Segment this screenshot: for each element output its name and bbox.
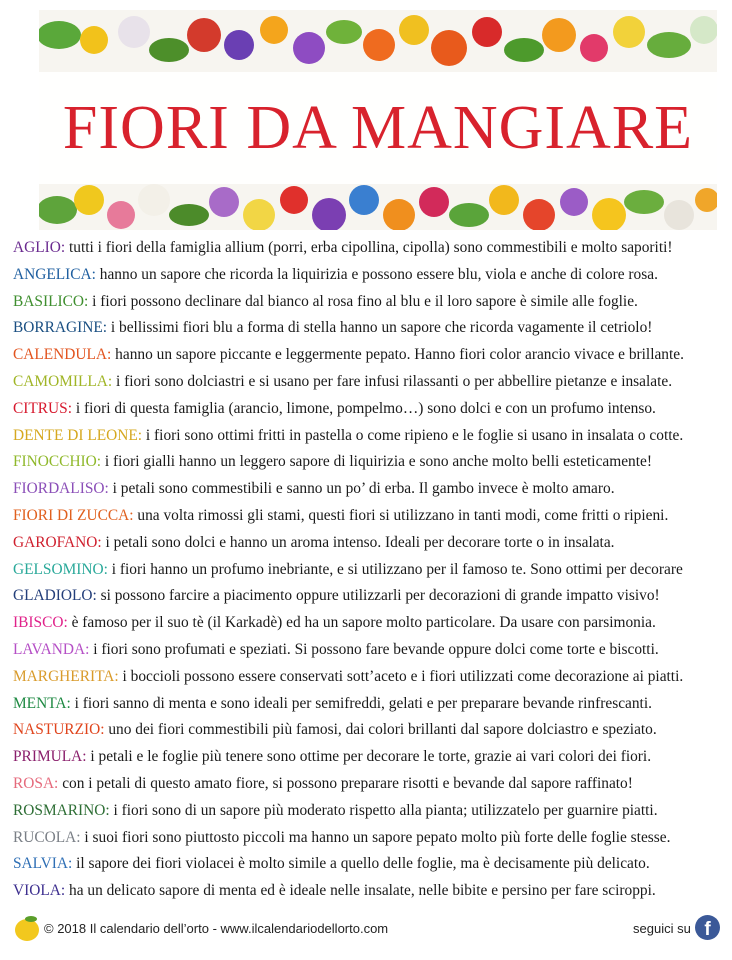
flower-row [13, 315, 725, 342]
flower-description: i fiori sono ottimi fritti in pastella o come ripieno e le foglie si usano in insalata o cotte. [142, 426, 684, 444]
flower-description: i fiori possono declinare dal bianco al rosa fino al blu e il loro sapore è simile alle foglie. [88, 292, 638, 310]
flower-description: tutti i fiori della famiglia allium (porri, erba cipollina, cipolla) sono commestibili e molto saporiti! [65, 239, 673, 256]
copyright-text: © 2018 Il calendario dell’orto - www.ilcalendariodellorto.com [44, 921, 389, 936]
flower-name: FIORDALISO: [13, 480, 109, 498]
flower-row [13, 503, 725, 530]
page-title: FIORI DA MANGIARE [62, 93, 694, 162]
flower-row [13, 637, 725, 664]
flower-name: CALENDULA: [13, 346, 112, 364]
flower-row [13, 235, 725, 262]
flower-name: DENTE DI LEONE: [13, 426, 143, 444]
flower-list [13, 235, 725, 905]
flower-description: con i petali di questo amato fiore, si possono preparare risotti e bevande dal sapore raffinato! [58, 774, 633, 792]
flower-row [13, 825, 725, 852]
flower-description: i petali sono commestibili e sanno un po’ di erba. Il gambo invece è molto amaro. [108, 480, 615, 498]
flower-description: i fiori sanno di menta e sono ideali per semifreddi, gelati e per preparare bevande rinfrescanti. [70, 694, 652, 712]
flower-description: i bellissimi fiori blu a forma di stella hanno un sapore che ricorda vagamente il cetriolo! [107, 319, 653, 337]
flower-description: si possono farcire a piacimento oppure utilizzarli per decorazioni di grande impatto visivo! [96, 587, 660, 605]
flower-description: una volta rimossi gli stami, questi fiori si utilizzano in tanti modi, come fritti o ripieni. [133, 506, 669, 524]
flower-row [13, 262, 725, 289]
flower-row [13, 878, 725, 905]
flower-row [13, 717, 725, 744]
flower-row [13, 583, 725, 610]
flower-description: i petali sono dolci e hanno un aroma intenso. Ideali per decorare torte o in insalata. [101, 533, 615, 551]
flower-name: GLADIOLO: [13, 587, 97, 605]
flower-row [13, 664, 725, 691]
flower-description: hanno un sapore piccante e leggermente pepato. Hanno fiori color arancio vivace e brillante. [111, 346, 684, 364]
flower-description: i fiori hanno un profumo inebriante, e si utilizzano per il famoso te. Sono ottimi per decorare [107, 560, 683, 578]
flower-name: FIORI DI ZUCCA: [13, 506, 134, 524]
lemon-icon [13, 913, 41, 943]
flower-description: i boccioli possono essere conservati sott’aceto e i fiori utilizzati come decorazione ai piatti. [118, 667, 684, 685]
flower-name: ROSA: [13, 774, 59, 792]
follow-us-label: seguici su [633, 921, 691, 936]
title-band [39, 72, 717, 184]
flower-row [13, 851, 725, 878]
flower-description: ha un delicato sapore di menta ed è ideale nelle insalate, nelle bibite e persino per fare sciroppi. [65, 882, 656, 900]
flower-description: i fiori sono profumati e speziati. Si possono fare bevande oppure dolci come torte e biscotti. [89, 640, 659, 658]
flower-name: GAROFANO: [13, 533, 102, 551]
header-banner [39, 10, 717, 230]
flower-row [13, 691, 725, 718]
flower-row [13, 530, 725, 557]
flower-description: uno dei fiori commestibili più famosi, dai colori brillanti dal sapore dolciastro e speziato. [104, 721, 657, 739]
flower-name: CITRUS: [13, 399, 73, 417]
flower-name: GELSOMINO: [13, 560, 108, 578]
flower-row [13, 369, 725, 396]
flower-name: ROSMARINO: [13, 801, 110, 819]
flower-row [13, 771, 725, 798]
flower-description: hanno un sapore che ricorda la liquirizia e possono essere blu, viola e anche di colore rosa. [95, 265, 658, 283]
flower-name: NASTURZIO: [13, 721, 105, 739]
flower-description: i fiori sono dolciastri e si usano per fare infusi rilassanti o per abbellire pietanze e insalate. [112, 372, 673, 390]
flower-row [13, 610, 725, 637]
flower-description: i petali e le foglie più tenere sono ottime per decorare le torte, grazie ai vari colori dei fiori. [86, 748, 652, 766]
flower-description: i fiori gialli hanno un leggero sapore di liquirizia e sono anche molto belli esteticamente! [101, 453, 652, 471]
flower-name: IBISCO: [13, 614, 68, 632]
flower-name: BORRAGINE: [13, 319, 108, 337]
flower-name: ANGELICA: [13, 265, 96, 283]
flower-name: CAMOMILLA: [13, 372, 113, 390]
flower-row [13, 396, 725, 423]
facebook-icon[interactable]: f [695, 915, 720, 940]
flower-name: AGLIO: [13, 239, 66, 256]
flower-row [13, 798, 725, 825]
flower-name: FINOCCHIO: [13, 453, 102, 471]
flower-row [13, 342, 725, 369]
flower-row [13, 557, 725, 584]
flower-description: è famoso per il suo tè (il Karkadè) ed ha un sapore molto particolare. Da usare con parsimonia. [67, 614, 656, 632]
footer [0, 905, 732, 955]
flower-row [13, 476, 725, 503]
flower-name: SALVIA: [13, 855, 73, 873]
flower-name: PRIMULA: [13, 748, 87, 766]
flower-name: LAVANDA: [13, 640, 90, 658]
flower-name: MARGHERITA: [13, 667, 119, 685]
flower-row [13, 744, 725, 771]
flower-description: i fiori sono di un sapore più moderato rispetto alla pianta; utilizzatelo per guarnire piatti. [109, 801, 658, 819]
flower-description: il sapore dei fiori violacei è molto simile a quello delle foglie, ma è decisamente più delicato. [72, 855, 650, 873]
flower-row [13, 423, 725, 450]
flower-name: MENTA: [13, 694, 71, 712]
flower-row [13, 289, 725, 316]
flower-name: BASILICO: [13, 292, 89, 310]
flower-row [13, 449, 725, 476]
flower-description: i fiori di questa famiglia (arancio, limone, pompelmo…) sono dolci e con un profumo intenso. [72, 399, 656, 417]
flower-description: i suoi fiori sono piuttosto piccoli ma hanno un sapore pepato molto più forte delle foglie stesse. [80, 828, 671, 846]
flower-name: VIOLA: [13, 882, 66, 900]
flower-name: RUCOLA: [13, 828, 81, 846]
